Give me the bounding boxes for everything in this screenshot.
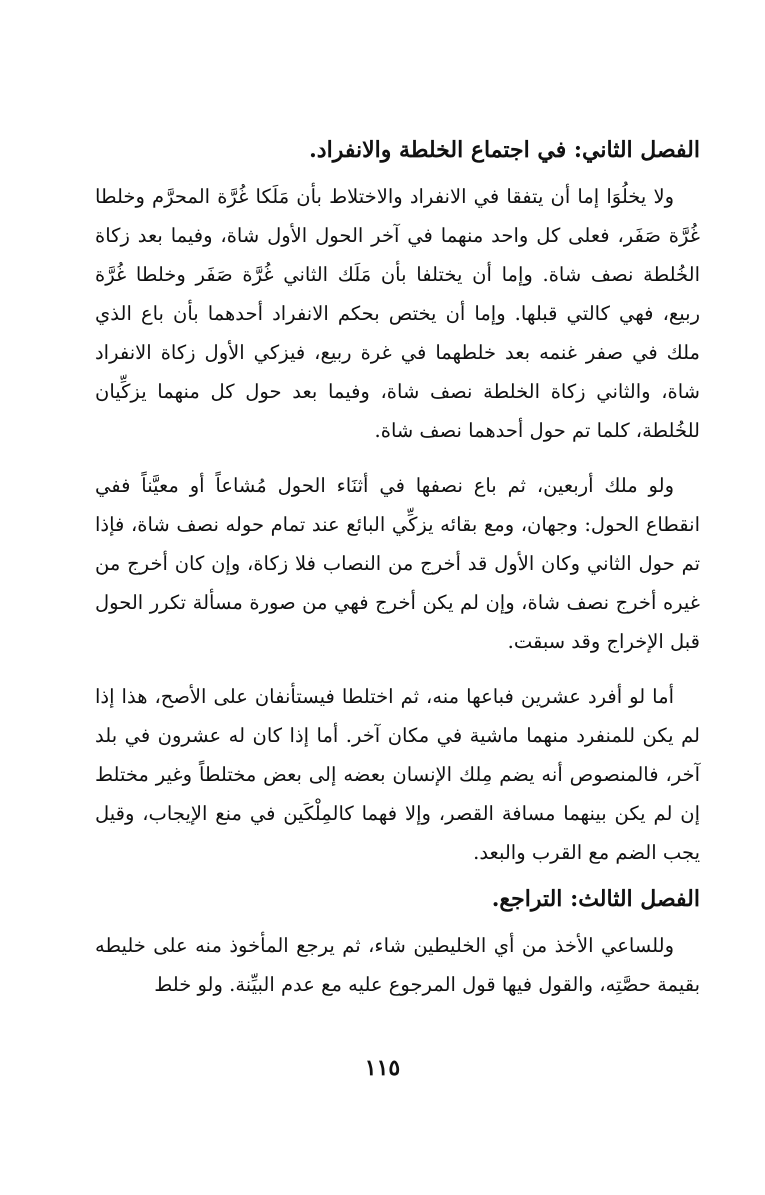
section-heading-2: الفصل الثاني: في اجتماع الخلطة والانفراد. [309,137,700,163]
paragraph: ولو ملك أربعين، ثم باع نصفها في أثنَاء الحول مُشاعاً أو معيَّناً ففي انقطاع الحول: وجهان، ومع بقائه يزكِّي البائع عند تمام حوله نصف شاة، فإذا تم حول الثاني وكان الأول قد أخرج من النصاب فلا زكاة، وإن كان أخرج من غيره أخرج نصف شاة، وإن لم يكن أخرج فهي من صورة مسألة تكرر الحول قبل الإخراج وقد سبقت. [95,474,700,653]
paragraph: ولا يخلُوَا إما أن يتفقا في الانفراد والاختلاط بأن مَلَكا غُرَّة المحرَّم وخلطا غُرَّة صَفَر، فعلى كل واحد منهما في آخر الحول الأول شاة، وفيما بعد زكاة الخُلطة نصف شاة. وإما أن يختلفا بأن مَلَك الثاني غُرَّة صَفَر وخلطا غُرَّة ربيع، فهي كالتي قبلها. وإما أن يختص بحكم الانفراد أحدهما بأن باع الذي ملك في صفر غنمه بعد خلطهما في غرة ربيع، فيزكي الأول زكاة الانفراد شاة، والثاني زكاة الخلطة نصف شاة، وفيما بعد حول كل منهما يزكِّيان للخُلطة، كلما تم حول أحدهما نصف شاة. [95,185,700,442]
paragraph: وللساعي الأخذ من أي الخليطين شاء، ثم يرجع المأخوذ منه على خليطه بقيمة حصَّتِه، والقول فيها قول المرجوع عليه مع عدم البيِّنة. ولو خلط [95,934,700,996]
page-body [95,135,700,1020]
page-number: ١١٥ [364,1055,401,1081]
paragraph: أما لو أفرد عشرين فباعها منه، ثم اختلطا فيستأنفان على الأصح، هذا إذا لم يكن للمنفرد منهما ماشية في مكان آخر. أما إذا كان له عشرون في بلد آخر، فالمنصوص أنه يضم مِلك الإنسان بعضه إلى بعض مختلطاً وغير مختلط إن لم يكن بينهما مسافة القصر، وإلا فهما كالمِلْكَين في منع الإيجاب، وقيل يجب الضم مع القرب والبعد. [95,685,700,864]
section-heading-3: الفصل الثالث: التراجع. [491,886,700,912]
